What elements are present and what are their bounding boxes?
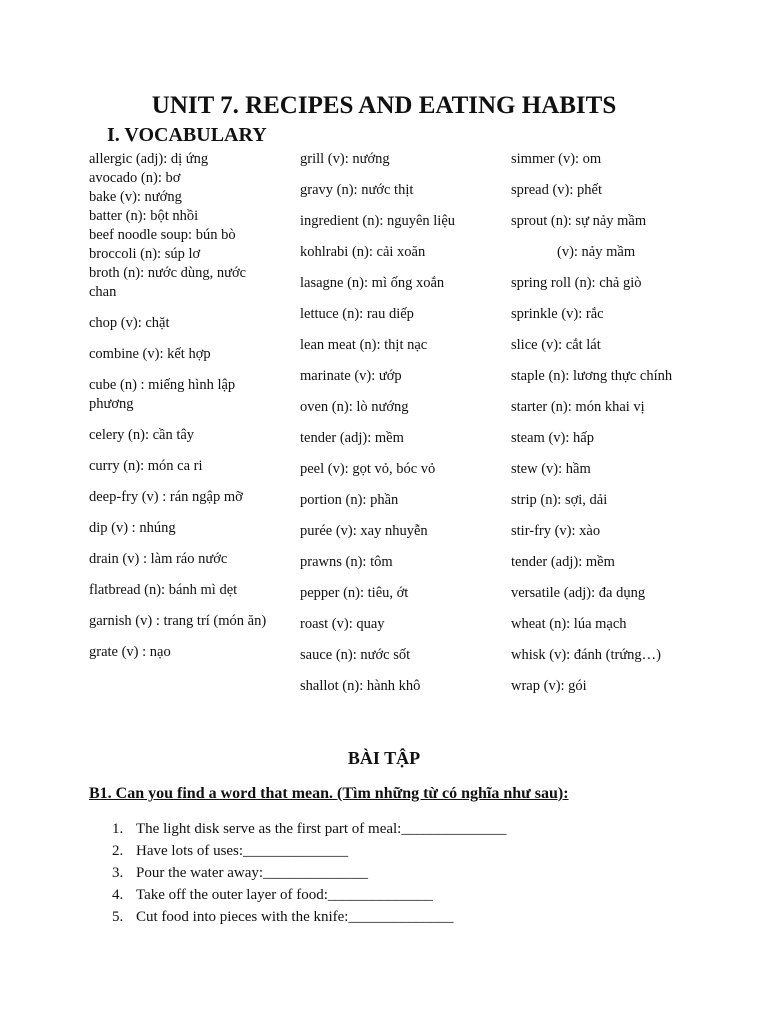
vocab-item: allergic (adj): dị ứng xyxy=(89,151,209,167)
vocab-item: steam (v): hấp xyxy=(511,430,594,446)
exercise-item-text: Take off the outer layer of food:______________ xyxy=(136,887,433,903)
vocab-item: combine (v): kết hợp xyxy=(89,346,211,362)
exercise-item-text: Have lots of uses:______________ xyxy=(136,843,349,859)
vocab-item: spread (v): phết xyxy=(511,182,602,198)
vocab-item: chop (v): chặt xyxy=(89,315,170,331)
exercise-item-number: 4. xyxy=(112,887,124,903)
exercise-item-text: The light disk serve as the first part of meal:______________ xyxy=(136,821,507,837)
vocab-item: lean meat (n): thịt nạc xyxy=(300,337,428,353)
vocab-item: ingredient (n): nguyên liệu xyxy=(300,213,456,229)
exercise-b1-title: B1. Can you find a word that mean. (Tìm những từ có nghĩa như sau): xyxy=(89,785,569,802)
vocab-item: stir-fry (v): xào xyxy=(511,523,601,539)
vocab-item: slice (v): cắt lát xyxy=(511,337,601,353)
vocab-item: batter (n): bột nhồi xyxy=(89,208,199,224)
vocab-item: sprout (n): sự nảy mầm xyxy=(511,213,647,229)
exercise-item-number: 1. xyxy=(112,821,124,837)
exercise-item-text: Cut food into pieces with the knife:______________ xyxy=(136,909,454,925)
vocab-item: oven (n): lò nướng xyxy=(300,399,409,415)
vocab-item: broth (n): nước dùng, nước chan xyxy=(89,265,247,300)
exercise-b1-list xyxy=(112,818,506,928)
vocab-column-2 xyxy=(300,150,485,708)
vocab-column-1 xyxy=(89,150,269,674)
vocab-item: cube (n) : miếng hình lập phương xyxy=(89,377,236,412)
vocab-item: shallot (n): hành khô xyxy=(300,678,421,694)
vocab-item: broccoli (n): súp lơ xyxy=(89,246,201,262)
vocab-item: whisk (v): đánh (trứng…) xyxy=(511,647,662,663)
vocab-item: portion (n): phần xyxy=(300,492,399,508)
exercise-item xyxy=(112,840,506,862)
vocab-item: strip (n): sợi, dải xyxy=(511,492,608,508)
section-heading-vocabulary: I. VOCABULARY xyxy=(107,124,267,146)
vocab-item: grate (v) : nạo xyxy=(89,644,171,660)
exercise-heading: BÀI TẬP xyxy=(347,748,421,768)
vocab-item: roast (v): quay xyxy=(300,616,385,632)
vocab-item: spring roll (n): chả giò xyxy=(511,275,642,291)
exercise-item xyxy=(112,818,506,840)
vocab-item: bake (v): nướng xyxy=(89,189,182,205)
vocab-item: beef noodle soup: bún bò xyxy=(89,227,236,243)
vocab-item: lasagne (n): mì ống xoắn xyxy=(300,275,445,291)
vocab-column-3 xyxy=(511,150,681,708)
vocab-item: dip (v) : nhúng xyxy=(89,520,176,536)
vocab-item: flatbread (n): bánh mì dẹt xyxy=(89,582,238,598)
vocab-item: versatile (adj): đa dụng xyxy=(511,585,646,601)
vocab-item: tender (adj): mềm xyxy=(511,554,615,570)
page-title: UNIT 7. RECIPES AND EATING HABITS xyxy=(151,92,617,119)
vocab-item: drain (v) : làm ráo nước xyxy=(89,551,228,567)
exercise-item-number: 2. xyxy=(112,843,124,859)
vocab-item: lettuce (n): rau diếp xyxy=(300,306,414,322)
vocab-item: pepper (n): tiêu, ớt xyxy=(300,585,409,601)
vocab-item: purée (v): xay nhuyễn xyxy=(300,523,428,539)
vocab-item: grill (v): nướng xyxy=(300,151,390,167)
exercise-item xyxy=(112,884,506,906)
vocab-item: tender (adj): mềm xyxy=(300,430,404,446)
vocab-item: wrap (v): gói xyxy=(511,678,587,694)
vocab-item: prawns (n): tôm xyxy=(300,554,393,570)
vocab-item: garnish (v) : trang trí (món ăn) xyxy=(89,613,267,629)
vocab-item: staple (n): lương thực chính xyxy=(511,368,673,384)
exercise-item-number: 5. xyxy=(112,909,124,925)
vocab-item: deep-fry (v) : rán ngập mỡ xyxy=(89,489,243,505)
vocab-item: sauce (n): nước sốt xyxy=(300,647,411,663)
vocab-item: wheat (n): lúa mạch xyxy=(511,616,627,632)
vocab-item: sprinkle (v): rắc xyxy=(511,306,604,322)
vocab-item: gravy (n): nước thịt xyxy=(300,182,414,198)
vocab-item: peel (v): gọt vỏ, bóc vỏ xyxy=(300,461,436,477)
vocab-item: kohlrabi (n): cải xoăn xyxy=(300,244,426,260)
vocab-item: celery (n): cần tây xyxy=(89,427,195,443)
vocab-item: simmer (v): om xyxy=(511,151,602,167)
vocab-item: curry (n): món ca ri xyxy=(89,458,203,474)
vocab-item: avocado (n): bơ xyxy=(89,170,181,186)
vocab-item: marinate (v): ướp xyxy=(300,368,402,384)
exercise-item xyxy=(112,862,506,884)
exercise-item-text: Pour the water away:______________ xyxy=(136,865,369,881)
vocab-item: (v): nảy mầm xyxy=(557,244,636,260)
vocab-item: starter (n): món khai vị xyxy=(511,399,645,415)
exercise-item xyxy=(112,906,506,928)
exercise-item-number: 3. xyxy=(112,865,124,881)
vocab-item: stew (v): hầm xyxy=(511,461,591,477)
